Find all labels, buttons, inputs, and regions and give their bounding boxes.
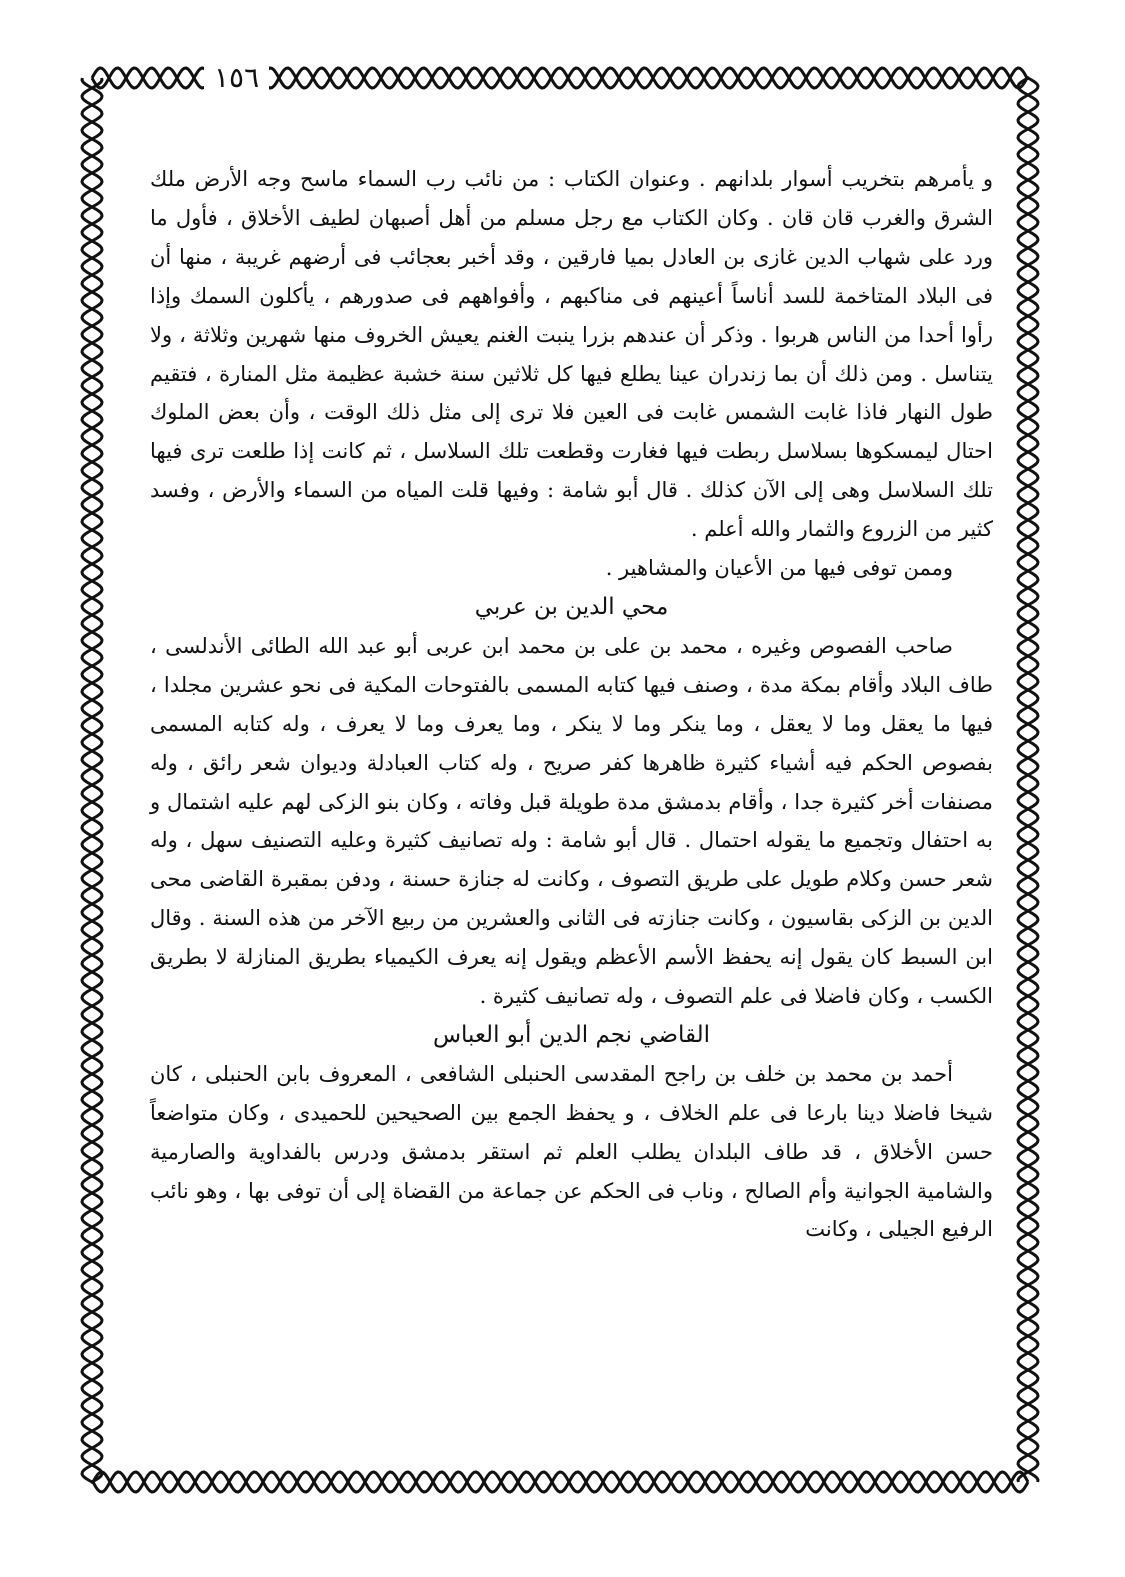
main-text [150,160,993,1465]
intro-line: وممن توفى فيها من الأعيان والمشاهير . [605,556,953,581]
section-heading-najm-al-din: القاضي نجم الدين أبو العباس [432,1021,711,1048]
page-number: ١٥٦ [204,58,269,98]
paragraph-najm-al-din: أحمد بن محمد بن خلف بن راجح المقدسى الحنبلى الشافعى ، المعروف بابن الحنبلى ، كان شيخا فاضلا دينا بارعا فى علم الخلاف ، و يحفظ الجمع بين الصحيحين للحميدى ، وكان متواضعاً حسن الأخلاق ، قد طاف البلدان يطلب العلم ثم استقر بدمشق ودرس بالفداوية والصارمية والشامية الجوانية وأم الصالح ، وناب فى الحكم عن جماعة من القضاة إلى أن توفى بها ، وهو نائب الرفيع الجيلى ، وكانت [150,1061,993,1242]
paragraph-continuation: و يأمرهم بتخريب أسوار بلدانهم . وعنوان الكتاب : من نائب رب السماء ماسح وجه الأرض ملك الشرق والغرب قان قان . وكان الكتاب مع رجل مسلم من أهل أصبهان لطيف الأخلاق ، فأول ما ورد على شهاب الدين غازى بن العادل بميا فارقين ، وقد أخبر بعجائب فى أرضهم غريبة ، منها أن فى البلاد المتاخمة للسد أناساً أعينهم فى مناكبهم ، وأفواههم فى صدورهم ، يأكلون السمك وإذا رأوا أحدا من الناس هربوا . وذكر أن عندهم بزرا ينبت الغنم يعيش الخروف منها شهرين وثلاثة ، ولا يتناسل . ومن ذلك أن بما زندران عينا يطلع فيها كل ثلاثين سنة خشبة عظيمة مثل المنارة ، فتقيم طول النهار فاذا غابت الشمس غابت فى العين فلا ترى إلى مثل ذلك الوقت ، وأن بعض الملوك احتال ليمسكوها بسلاسل ربطت فيها فغارت وقطعت تلك السلاسل ، ثم كانت إذا طلعت ترى فيها تلك السلاسل وهى إلى الآن كذلك . قال أبو شامة : وفيها قلت المياه من السماء والأرض ، وفسد كثير من الزروع والثمار والله أعلم . [150,167,993,542]
section-heading-ibn-arabi: محي الدين بن عربي [474,593,669,620]
paragraph-ibn-arabi: صاحب الفصوص وغيره ، محمد بن على بن محمد ابن عربى أبو عبد الله الطائى الأندلسى ، طاف البلاد وأقام بمكة مدة ، وصنف فيها كتابه المسمى بالفتوحات المكية فى نحو عشرين مجلدا ، فيها ما يعقل وما لا يعقل ، وما ينكر وما لا ينكر ، وما يعرف وما لا يعرف ، وله كتابه المسمى بفصوص الحكم فيه أشياء كثيرة ظاهرها كفر صريح ، وله كتاب العبادلة وديوان شعر رائق ، وله مصنفات أخر كثيرة جدا ، وأقام بدمشق مدة طويلة قبل وفاته ، وكان بنو الزكى لهم عليه اشتمال و به احتفال وتجميع ما يقوله احتمال . قال أبو شامة : وله تصانيف كثيرة وعليه التصنيف سهل ، وله شعر حسن وكلام طويل على طريق التصوف ، وكانت له جنازة حسنة ، ودفن بمقبرة القاضى محى الدين بن الزكى بقاسيون ، وكانت جنازته فى الثانى والعشرين من ربيع الآخر من هذه السنة . وقال ابن السبط كان يقول إنه يحفظ الأسم الأعظم ويقول إنه يعرف الكيمياء بطريق المنازلة لا بطريق الكسب ، وكان فاضلا فى علم التصوف ، وله تصانيف كثيرة . [150,633,993,1009]
